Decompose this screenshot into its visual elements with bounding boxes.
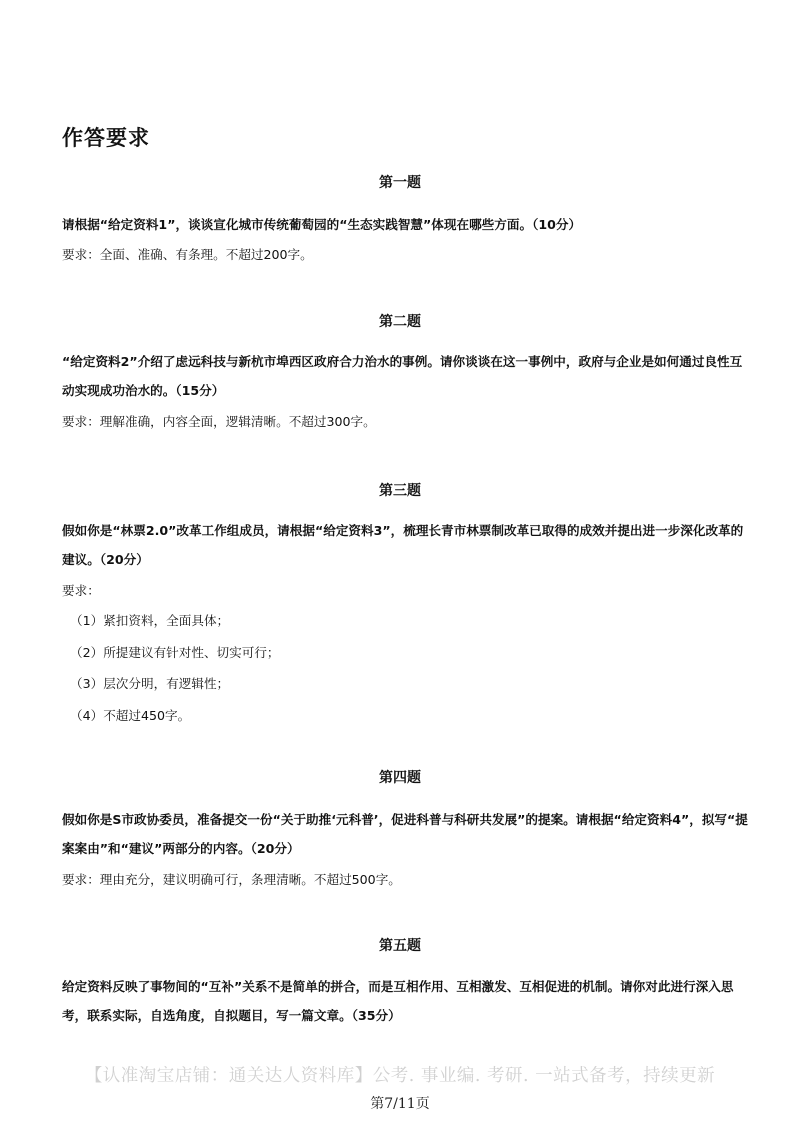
question-4-requirement: 要求：理由充分，建议明确可行，条理清晰。不超过500字。 xyxy=(62,872,401,887)
question-2-heading: 第二题 xyxy=(379,314,421,330)
question-5-heading: 第五题 xyxy=(379,938,421,954)
question-5-prompt: 给定资料反映了事物间的“互补”关系不是简单的拼合，而是互相作用、互相激发、互相促进的机制。请你对此进行深入思考，联系实际，自选角度，自拟题目，写一篇文章。（35分） xyxy=(62,979,734,1023)
question-2-prompt: “给定资料2”介绍了虑远科技与新杭市埠西区政府合力治水的事例。请你谈谈在这一事例中，政府与企业是如何通过良性互动实现成功治水的。（15分） xyxy=(62,354,743,398)
question-3-prompt: 假如你是“林票2.0”改革工作组成员，请根据“给定资料3”，梳理长青市林票制改革已取得的成效并提出进一步深化改革的建议。（20分） xyxy=(62,523,744,567)
list-item: （3）层次分明，有逻辑性； xyxy=(70,676,230,691)
list-item: （4）不超过450字。 xyxy=(70,707,191,723)
question-1-requirement: 要求：全面、准确、有条理。不超过200字。 xyxy=(62,247,313,262)
page-title: 作答要求 xyxy=(62,126,150,150)
question-4-prompt: 假如你是S市政协委员，准备提交一份“关于助推‘元科普’，促进科普与科研共发展”的提案。请根据“给定资料4”，拟写“提案案由”和“建议”两部分的内容。（20分） xyxy=(62,812,748,856)
list-item: （1）紧扣资料，全面具体； xyxy=(70,613,230,628)
page-number: 第7/11页 xyxy=(370,1096,430,1112)
question-3-heading: 第三题 xyxy=(379,483,421,499)
list-item: （2）所提建议有针对性、切实可行； xyxy=(70,644,280,660)
question-3-requirement-label: 要求： xyxy=(62,583,100,598)
question-3-requirement-list xyxy=(70,612,280,738)
watermark-text: 【认准淘宝店铺：通关达人资料库】公考. 事业编. 考研. 一站式备考，持续更新 xyxy=(84,1066,716,1086)
question-1-prompt: 请根据“给定资料1”，谈谈宣化城市传统葡萄园的“生态实践智慧”体现在哪些方面。（10分） xyxy=(62,217,582,232)
question-2-requirement: 要求：理解准确，内容全面，逻辑清晰。不超过300字。 xyxy=(62,414,376,429)
question-1-heading: 第一题 xyxy=(379,175,421,191)
question-4-heading: 第四题 xyxy=(379,770,421,786)
